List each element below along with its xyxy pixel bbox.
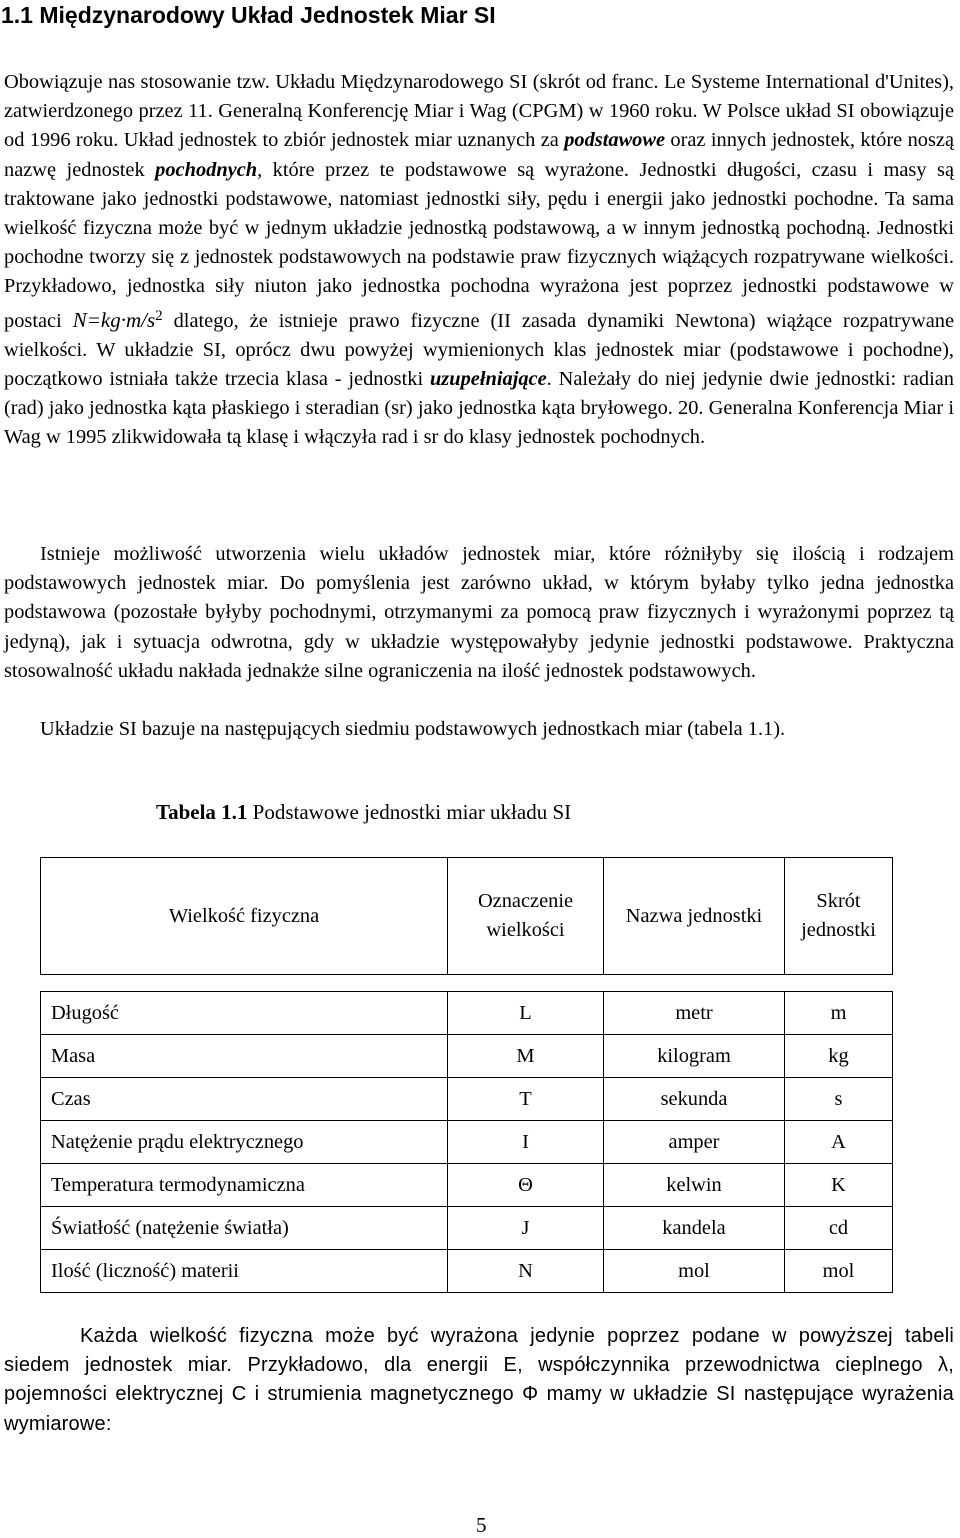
cell-quantity: Temperatura termodynamiczna bbox=[41, 1164, 448, 1207]
cell-symbol: N bbox=[448, 1250, 604, 1293]
cell-unit-abbrev: K bbox=[785, 1164, 893, 1207]
table-row bbox=[41, 1035, 893, 1078]
cell-unit-abbrev: cd bbox=[785, 1207, 893, 1250]
p1-text-h: . Należały do niej jedynie dwie jednostki: radian (rad) jako jednostka kąta płaskiego i steradian (sr) jako jednostka kąta bryłowego. 20. Generalna Konferencja Miar i Wag w 1995 zlikwidowała tą klasę i włączyła rad i sr do klasy jednostek pochodnych. bbox=[4, 368, 954, 449]
cell-quantity: Ilość (liczność) materii bbox=[41, 1250, 448, 1293]
cell-unit-name: kilogram bbox=[604, 1035, 785, 1078]
cell-symbol: M bbox=[448, 1035, 604, 1078]
p1-text-a: Obowiązuje nas stosowanie tzw. Układu Międzynarodowego SI (skrót od franc. Le Systeme International d'Unites), zatwierdzonego przez 11. Generalną Konferencję Miar i Wag (CPGM) w 1960 roku. W Polsce układ SI obowiązuje od 1996 roku. Układ jednostek to zbiór jednostek miar uznanych za bbox=[4, 71, 954, 152]
cell-unit-abbrev: mol bbox=[785, 1250, 893, 1293]
header-unit-abbrev: Skrót jednostki bbox=[785, 858, 893, 975]
table-row bbox=[41, 1121, 893, 1164]
cell-unit-name: mol bbox=[604, 1250, 785, 1293]
cell-unit-abbrev: A bbox=[785, 1121, 893, 1164]
paragraph-intro bbox=[4, 68, 954, 453]
table-header-row bbox=[41, 858, 893, 975]
table-row bbox=[41, 1078, 893, 1121]
formula-exponent: 2 bbox=[155, 307, 163, 324]
cell-quantity: Długość bbox=[41, 992, 448, 1035]
cell-quantity: Masa bbox=[41, 1035, 448, 1078]
term-uzupelniajace: uzupełniające bbox=[429, 368, 547, 391]
p1-text-c: oraz innych jednostek, które noszą nazwę jednostek bbox=[4, 129, 955, 181]
p1-text-e: , które przez te podstawowe są wyrażone. Jednostki długości, czasu i masy są traktowane jako jednostki podstawowe, natomiast jednostki siły, pędu i energii jako jednostki pochodne. Ta sama wielkość fizyczna może być w jednym układzie jednostką podstawową, a w innym jednostką pochodną. Jednostki pochodne tworzy się z jednostek podstawowych na podstawie praw fizycznych wiążących rozpatrywane wielkości. Przykładowo, jednostka siły niuton jako jednostka pochodna wyrażona jest poprzez jednostki podstawowe w postaci bbox=[4, 158, 954, 332]
header-quantity: Wielkość fizyczna bbox=[41, 858, 448, 975]
newton-formula bbox=[73, 308, 163, 332]
header-symbol: Oznaczenie wielkości bbox=[448, 858, 604, 975]
cell-unit-abbrev: s bbox=[785, 1078, 893, 1121]
cell-unit-abbrev: m bbox=[785, 992, 893, 1035]
section-heading: 1.1 Międzynarodowy Układ Jednostek Miar SI bbox=[1, 2, 496, 28]
paragraph-unit-systems: Istnieje możliwość utworzenia wielu układów jednostek miar, które różniłyby się ilością i rodzajem podstawowych jednostek miar. Do pomyślenia jest zarówno układ, w którym byłaby tylko jedna jednostka podstawowa (pozostałe byłyby pochodnymi, otrzymanymi za pomocą praw fizycznych i wyrażonymi poprzez tą jedyną), jak i sytuacja odwrotna, gdy w układzie występowałyby jedynie jednostki podstawowe. Praktyczna stosowalność układu nakłada jednakże silne ograniczenia na ilość jednostek podstawowych. bbox=[4, 543, 954, 682]
cell-symbol: J bbox=[448, 1207, 604, 1250]
page-number: 5 bbox=[476, 1513, 487, 1537]
cell-unit-name: kelwin bbox=[604, 1164, 785, 1207]
cell-unit-name: kandela bbox=[604, 1207, 785, 1250]
p4-text: Każda wielkość fizyczna może być wyrażona jedynie poprzez podane w powyższej tabeli siedem jednostek miar. Przykładowo, dla energii E, współczynnika przewodnictwa cieplnego λ, pojemności elektrycznej C i strumienia magnetycznego Φ mamy w układzie SI następujące wyrażenia wymiarowe: bbox=[4, 1325, 954, 1435]
p1-text-f: dlatego, że istnieje prawo fizyczne (II zasada dynamiki Newtona) wiążące rozpatrywane wielkości. W układzie SI, oprócz dwu powyżej wymienionych klas jednostek miar (podstawowe i pochodne), początkowo istniała także trzecia klasa - jednostki bbox=[4, 309, 954, 391]
cell-quantity: Czas bbox=[41, 1078, 448, 1121]
table-row bbox=[41, 1207, 893, 1250]
header-unit-name: Nazwa jednostki bbox=[604, 858, 785, 975]
formula-base: N=kg·m/s bbox=[72, 307, 156, 332]
cell-unit-name: metr bbox=[604, 992, 785, 1035]
cell-symbol: L bbox=[448, 992, 604, 1035]
cell-quantity: Światłość (natężenie światła) bbox=[41, 1207, 448, 1250]
cell-symbol: T bbox=[448, 1078, 604, 1121]
table-caption bbox=[156, 800, 571, 825]
table-row bbox=[41, 1250, 893, 1293]
cell-quantity: Natężenie prądu elektrycznego bbox=[41, 1121, 448, 1164]
paragraph-dimensional-expressions bbox=[4, 1322, 954, 1439]
table-row bbox=[41, 992, 893, 1035]
cell-unit-abbrev: kg bbox=[785, 1035, 893, 1078]
term-pochodnych: pochodnych bbox=[155, 158, 258, 181]
si-units-table bbox=[40, 857, 893, 1293]
term-podstawowe: podstawowe bbox=[564, 129, 666, 152]
table-caption-label: Tabela 1.1 bbox=[156, 800, 248, 824]
cell-unit-name: amper bbox=[604, 1121, 785, 1164]
cell-symbol: Θ bbox=[448, 1164, 604, 1207]
table-row bbox=[41, 1164, 893, 1207]
table-gap-row bbox=[41, 975, 893, 992]
table-caption-text: Podstawowe jednostki miar układu SI bbox=[247, 800, 572, 824]
cell-unit-name: sekunda bbox=[604, 1078, 785, 1121]
paragraph-si-basis: Układzie SI bazuje na następujących siedmiu podstawowych jednostkach miar (tabela 1.1). bbox=[40, 718, 786, 740]
cell-symbol: I bbox=[448, 1121, 604, 1164]
